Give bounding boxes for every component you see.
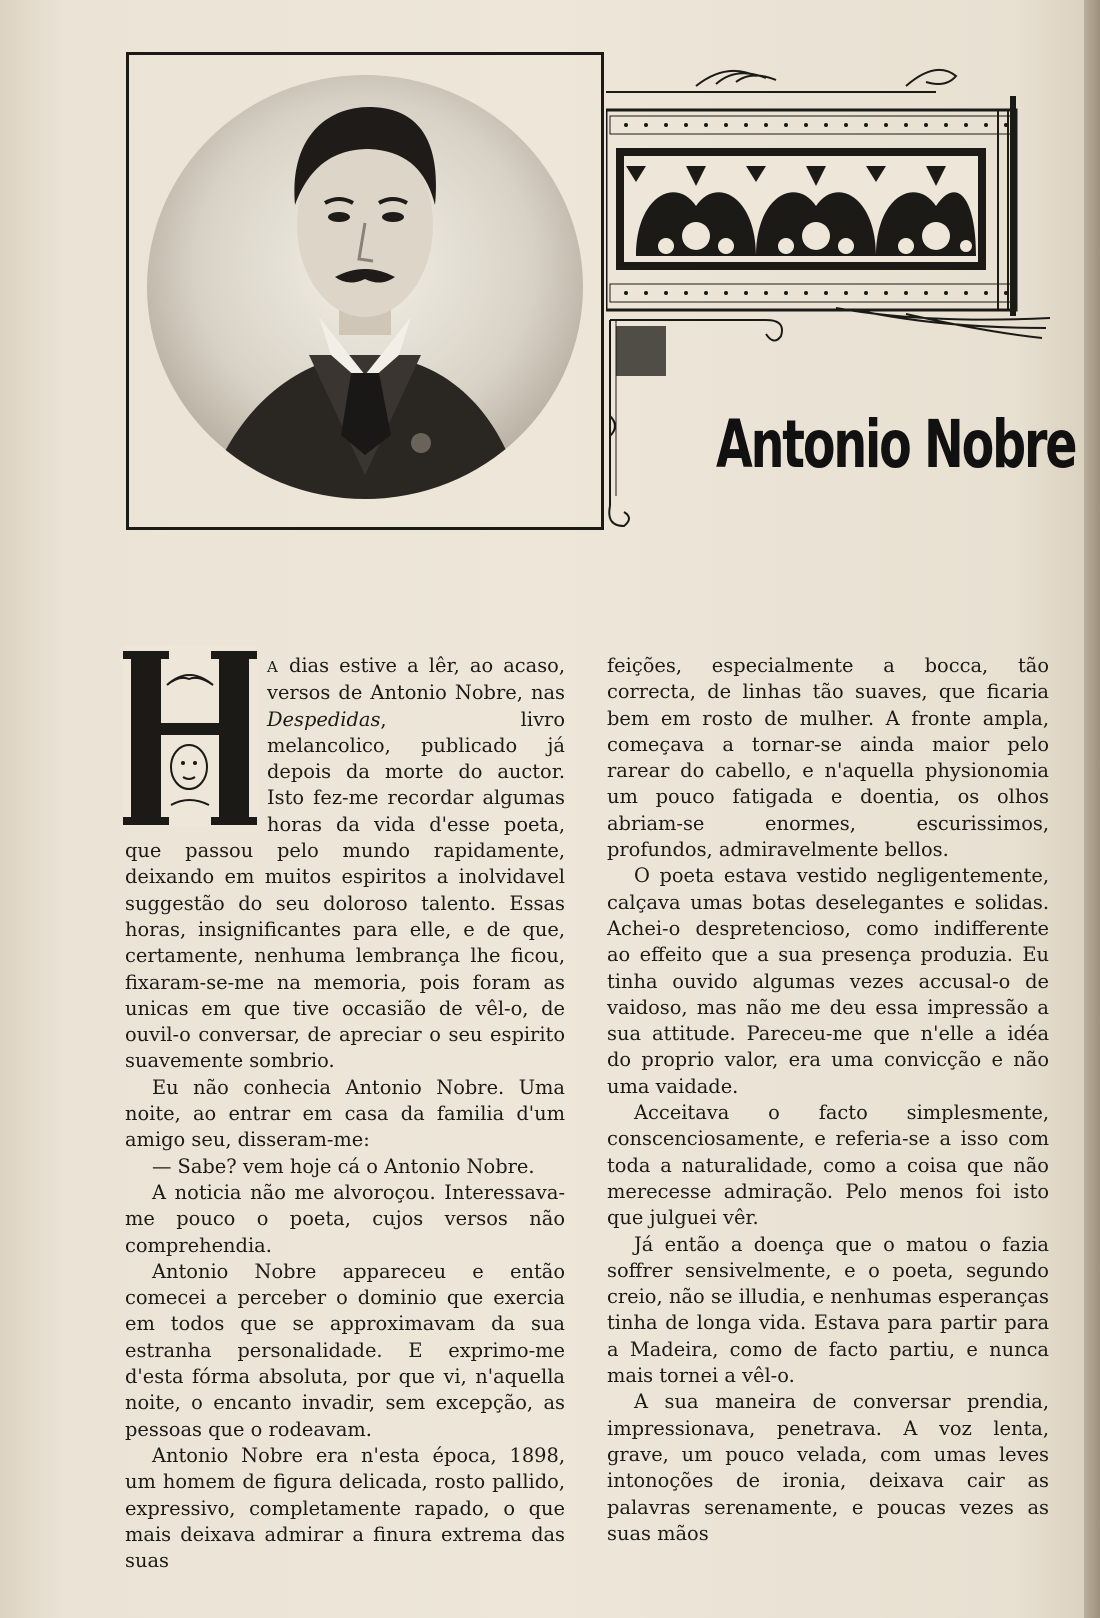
- paragraph: A sua maneira de conversar prendia, impressionava, penetrava. A voz lenta, grave, um pouco velada, com umas leves intonoções de ironia, deixava cair as palavras serenamente, e poucas vezes as suas mãos: [607, 1390, 1049, 1545]
- paragraph: A noticia não me alvoroçou. Interessava-me pouco o poeta, cujos versos não comprehendia.: [125, 1180, 565, 1257]
- portrait-photo: [129, 55, 601, 527]
- paragraph: Eu não conhecia Antonio Nobre. Uma noite, ao entrar em casa da familia d'um amigo seu, disseram-me:: [125, 1075, 565, 1152]
- portrait-frame: [126, 52, 604, 530]
- first-word: A: [267, 658, 279, 676]
- left-column: [123, 645, 565, 1574]
- paragraph: Acceitava o facto simplesmente, conscenciosamente, e referia-se a isso com toda a naturalidade, como a coisa que não merecesse admiração. Pelo menos foi isto que julguei vêr.: [607, 1101, 1049, 1230]
- paragraph: feições, especialmente a bocca, tão correcta, de linhas tão suaves, que ficaria bem em rosto de mulher. A fronte ampla, começava a tornar-se ainda maior pelo rarear do cabello, e n'aquella physionomia um pouco fatigada e doentia, os olhos abriam-se enormes, escurissimos, profundos, admiravelmente bellos.: [607, 654, 1049, 862]
- paragraph: O poeta estava vestido negligentemente, calçava umas botas deselegantes e solidas. Achei-o despretencioso, como indifferente ao effeito que a sua presença produzia. Eu tinha ouvido algumas vezes accusal-o de vaidoso, mas não me deu essa impressão a sua attitude. Pareceu-me que n'elle a idéa do proprio valor, era uma convicção e não uma vaidade.: [607, 864, 1049, 1098]
- paragraph: Antonio Nobre era n'esta época, 1898, um homem de figura delicada, rosto pallido, expressivo, completamente rapado, o que mais deixava admirar a finura extrema das suas: [125, 1443, 565, 1573]
- dropcap-letter: H: [123, 645, 124, 646]
- book-title: Despedidas: [267, 707, 381, 731]
- paragraph: Antonio Nobre appareceu e então comecei a perceber o dominio que exercia em todos que se approximavam da sua estranha personalidade. E exprimo-me d'esta fórma absoluta, por que vi, n'aquella noite, o encanto invadir, sem excepção, as pessoas que o rodeavam.: [125, 1259, 565, 1441]
- article-title: Antonio Nobre: [716, 406, 1076, 483]
- paragraph: — Sabe? vem hoje cá o Antonio Nobre.: [152, 1154, 535, 1178]
- paragraph-text: dias estive a lêr, ao acaso, versos de Antonio Nobre, nas: [267, 654, 565, 705]
- paragraph-text: , livro melancolico, publicado já depois da morte do auctor. Isto fez-me recordar algumas horas da vida d'esse poeta, que passou pelo mundo rapidamente, deixando em muitos espiritos a inolvidavel suggestão do seu doloroso talento. Essas horas, insignificantes para elle, e de que, certamente, nenhuma lembrança lhe ficou, fixaram-se-me na memoria, pois foram as unicas em que tive occasião de vêl-o, de ouvil-o conversar, de apreciar o seu espirito suavemente sombrio.: [125, 707, 565, 1073]
- illuminated-initial: [123, 645, 257, 827]
- paragraph: Já então a doença que o matou o fazia soffrer sensivelmente, e o poeta, segundo creio, não se illudia, e nenhumas esperanças tinha de longa vida. Estava para partir para a Madeira, como de facto partiu, e nunca mais tornei a vêl-o.: [607, 1232, 1049, 1388]
- page-edge: [1084, 0, 1100, 1618]
- right-column: [607, 653, 1049, 1547]
